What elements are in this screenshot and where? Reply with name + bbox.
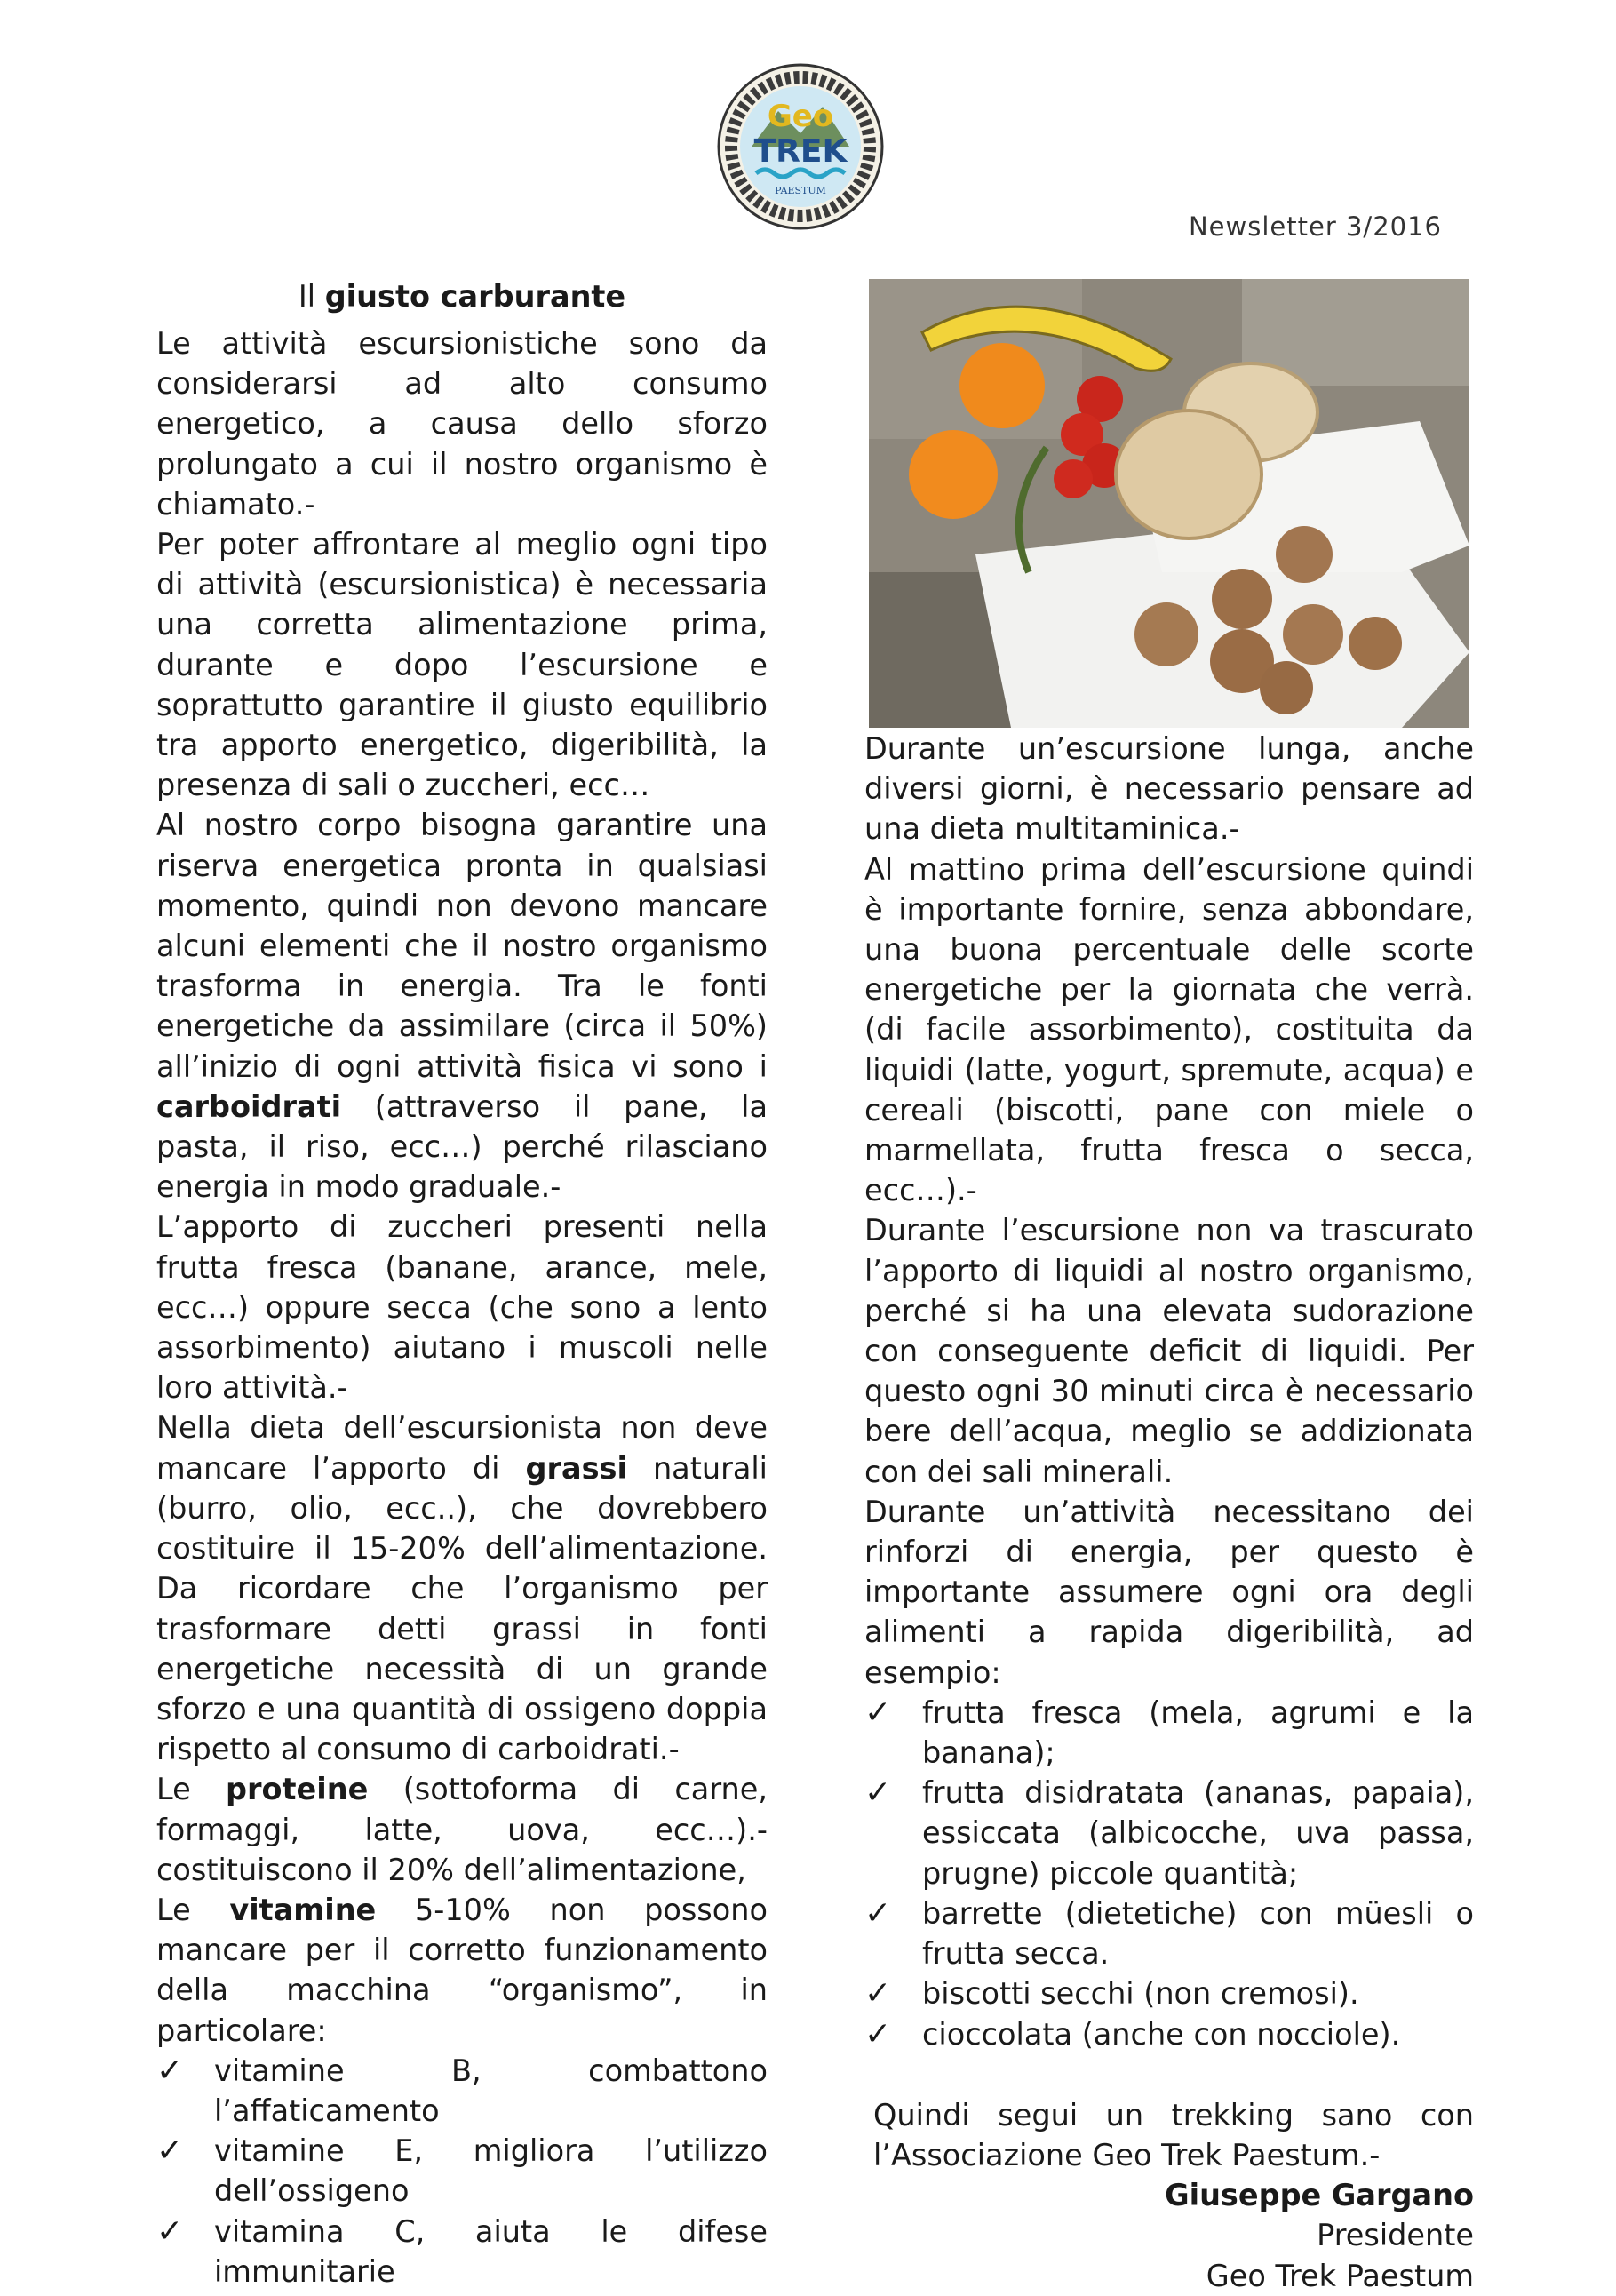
food-photo [869,279,1469,728]
paragraph: Al nostro corpo bisogna garantire una riserva energetica pronta in qualsiasi momento, quindi non devono mancare alcuni elementi che il nostro organismo trasforma in energia. Tra le fonti energetiche da assimilare (circa il 50%) all’inizio di ogni attività fisica vi sono i carboidrati (attraverso il pane, la pasta, il riso, ecc…) perché rilasciano energia in modo graduale.- [156,808,768,1205]
paragraph: Durante l’escursione non va trascurato l’apporto di liquidi al nostro organismo, perché si ha una elevata sudorazione con conseguente deficit di liquidi. Per questo ogni 30 minuti circa è necessario bere dell’acqua, meglio se addizionata con dei sali minerali. [864,1213,1474,1489]
checkmark-icon: ✓ [864,1975,892,2013]
paragraph: Le attività escursionistiche sono da considerarsi ad alto consumo energetico, a causa dello sforzo prolungato a cui il nostro organismo è chiamato.- [156,326,768,522]
checkmark-icon: ✓ [156,2052,184,2089]
checkmark-icon: ✓ [156,2212,184,2250]
list-item: ✓ barrette (dietetiche) con müesli o frutta secca. [864,1894,1474,1972]
paragraph: L’apporto di zuccheri presenti nella frutta fresca (banane, arance, mele, ecc…) oppure secca (che sono a lento assorbimento) aiutano i muscoli nelle loro attività.- [156,1209,768,1406]
list-item: ✓ frutta disidratata (ananas, papaia), essiccata (albicocche, uva passa, prugne) piccole quantità; [864,1774,1474,1891]
signature-role: Presidente [1317,2218,1474,2253]
logo-trek: TREK [753,133,848,170]
checkmark-icon: ✓ [864,1694,892,1731]
list-item: ✓ vitamine B, combattono l’affaticamento [156,2052,768,2128]
paragraph: Al mattino prima dell’escursione quindi è importante fornire, senza abbondare, una buona percentuale delle scorte energetiche per la giornata che verrà. (di facile assorbimento), costituita da liquidi (latte, yogurt, spremute, acqua) e cereali (biscotti, pane con miele o marmellata, frutta fresca o secca, ecc…).- [864,851,1474,1208]
paragraph: Le proteine (sottoforma di carne, formaggi, latte, uova, ecc…).- costituiscono il 20% dell’alimentazione, [156,1772,768,1887]
paragraph: Le vitamine 5-10% non possono mancare per il corretto funzionamento della macchina “organismo”, in particolare: [156,1892,768,2048]
list-item: ✓ vitamina C, aiuta le difese immunitarie [156,2212,768,2289]
left-column [156,277,768,2292]
list-item: ✓ frutta fresca (mela, agrumi e la banana); [864,1694,1474,1771]
checkmark-icon: ✓ [864,1774,892,1812]
newsletter-number: Newsletter 3/2016 [1188,211,1442,242]
paragraph: Durante un’escursione lunga, anche diversi giorni, è necessario pensare ad una dieta multitaminica.- [864,731,1474,847]
paragraph: Per poter affrontare al meglio ogni tipo di attività (escursionistica) è necessaria una corretta alimentazione prima, durante e dopo l’escursione e soprattutto garantire il giusto equilibrio tra apporto energetico, digeribilità, la presenza di sali o zuccheri, ecc… [156,527,768,803]
logo-place: PAESTUM [775,185,826,196]
checkmark-icon: ✓ [864,1894,892,1932]
article-title: Il giusto carburante [298,279,626,314]
list-item: ✓ vitamine E, migliora l’utilizzo dell’ossigeno [156,2133,768,2209]
paragraph: Nella dieta dell’escursionista non deve mancare l’apporto di grassi naturali (burro, olio, ecc..), che dovrebbero costituire il 15-20% dell’alimentazione. Da ricordare che l’organismo per trasformare detti grassi in fonti energetiche necessità di un grande sforzo e una quantità di ossigeno doppia rispetto al consumo di carboidrati.- [156,1410,768,1767]
list-item: ✓ cioccolata (anche con nocciole). [864,2014,1474,2054]
right-column [864,729,1474,2296]
snacks-list [864,1693,1474,2054]
list-item: ✓ biscotti secchi (non cremosi). [864,1973,1474,2013]
checkmark-icon: ✓ [864,2015,892,2053]
closing-paragraph: Quindi segui un trekking sano con l’Associazione Geo Trek Paestum.- [873,2097,1474,2172]
signature-block [864,2175,1474,2296]
signature-org: Geo Trek Paestum [1206,2258,1474,2293]
paragraph: Durante un’attività necessitano dei rinforzi di energia, per questo è importante assumere ogni ora degli alimenti a rapida digeribilità, ad esempio: [864,1494,1474,1690]
signature-name: Giuseppe Gargano [1165,2178,1474,2213]
vitamins-list [156,2051,768,2292]
geo-trek-logo [716,62,885,231]
logo-geo: Geo [767,99,834,134]
checkmark-icon: ✓ [156,2133,184,2170]
